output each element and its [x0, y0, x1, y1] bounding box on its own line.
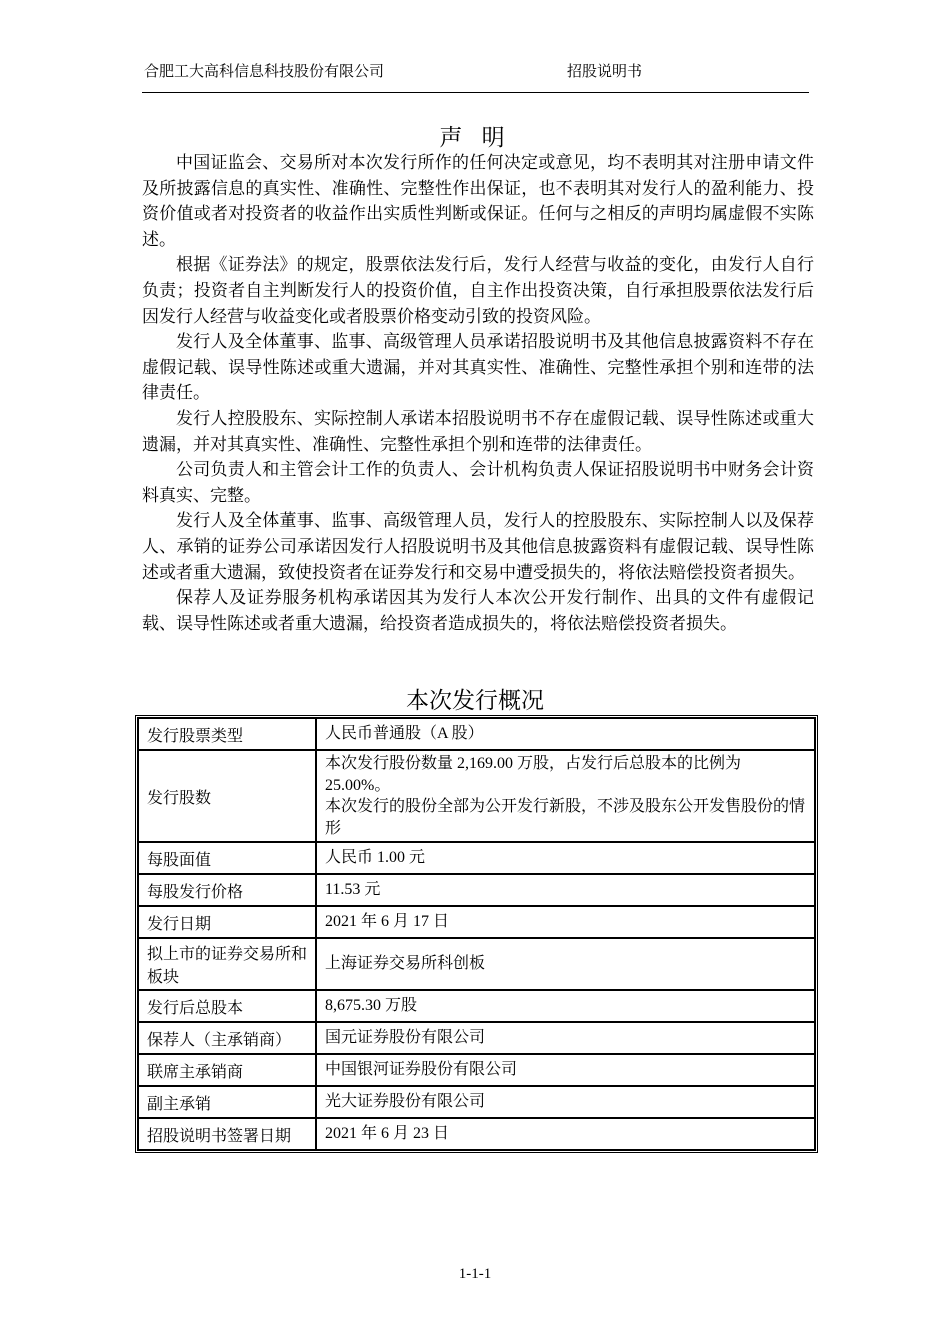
row-value: 2021 年 6 月 23 日: [316, 1118, 815, 1150]
table-row: [138, 1118, 815, 1150]
share-source-text: 本次发行的股份全部为公开发行新股，不涉及股东公开发售股份的情形: [325, 798, 806, 837]
row-value: [316, 750, 815, 842]
table-row: [138, 906, 815, 938]
declaration-paragraph: 公司负责人和主管会计工作的负责人、会计机构负责人保证招股说明书中财务会计资料真实、完整。: [142, 460, 814, 506]
overview-title: 本次发行概况: [406, 688, 544, 714]
row-label: 每股发行价格: [138, 874, 316, 906]
declaration-paragraph: 发行人及全体董事、监事、高级管理人员承诺招股说明书及其他信息披露资料不存在虚假记载、误导性陈述或重大遗漏，并对其真实性、准确性、完整性承担个别和连带的法律责任。: [142, 332, 814, 404]
row-label: 发行股数: [138, 750, 316, 842]
row-label: 联席主承销商: [138, 1054, 316, 1086]
declaration-paragraph: 发行人及全体董事、监事、高级管理人员，发行人的控股股东、实际控制人以及保荐人、承销的证券公司承诺因发行人招股说明书及其他信息披露资料有虚假记载、误导性陈述或者重大遗漏，致使投资者在证券发行和交易中遭受损失的，将依法赔偿投资者损失。: [142, 511, 814, 583]
declaration-title: 声 明: [439, 125, 511, 151]
table-row: [138, 1086, 815, 1118]
row-value: 光大证券股份有限公司: [316, 1086, 815, 1118]
row-label: 发行日期: [138, 906, 316, 938]
row-label: 发行股票类型: [138, 718, 316, 750]
table-row: [138, 938, 815, 990]
row-value: 11.53 元: [316, 874, 815, 906]
declaration-body: [142, 151, 814, 637]
row-value: 人民币 1.00 元: [316, 842, 815, 874]
table-row: [138, 1022, 815, 1054]
offering-overview-table: [135, 715, 818, 1153]
row-label: 每股面值: [138, 842, 316, 874]
table-row: [138, 842, 815, 874]
declaration-paragraph: 中国证监会、交易所对本次发行所作的任何决定或意见，均不表明其对注册申请文件及所披露信息的真实性、准确性、完整性作出保证，也不表明其对发行人的盈利能力、投资价值或者对投资者的收益作出实质性判断或保证。任何与之相反的声明均属虚假不实陈述。: [142, 153, 814, 250]
table-row: [138, 990, 815, 1022]
row-value: 2021 年 6 月 17 日: [316, 906, 815, 938]
row-label: 保荐人（主承销商）: [138, 1022, 316, 1054]
row-label: 拟上市的证券交易所和板块: [138, 938, 316, 990]
row-value: 人民币普通股（A 股）: [316, 718, 815, 750]
table-row: [138, 1054, 815, 1086]
table-row: [138, 750, 815, 842]
declaration-paragraph: 根据《证券法》的规定，股票依法发行后，发行人经营与收益的变化，由发行人自行负责；投资者自主判断发行人的投资价值，自主作出投资决策，自行承担股票依法发行后因发行人经营与收益变化或者股票价格变动引致的投资风险。: [142, 255, 814, 327]
row-value: 上海证券交易所科创板: [316, 938, 815, 990]
row-value: 8,675.30 万股: [316, 990, 815, 1022]
declaration-paragraph: 保荐人及证券服务机构承诺因其为发行人本次公开发行制作、出具的文件有虚假记载、误导性陈述或者重大遗漏，给投资者造成损失的，将依法赔偿投资者损失。: [142, 588, 814, 634]
row-value: 国元证券股份有限公司: [316, 1022, 815, 1054]
declaration-paragraph: 发行人控股股东、实际控制人承诺本招股说明书不存在虚假记载、误导性陈述或重大遗漏，并对其真实性、准确性、完整性承担个别和连带的法律责任。: [142, 408, 814, 455]
row-label: 招股说明书签署日期: [138, 1118, 316, 1150]
page-number: 1-1-1: [458, 1266, 492, 1282]
table-row: [138, 874, 815, 906]
header-document-type: 招股说明书: [567, 62, 643, 80]
row-value: 中国银河证券股份有限公司: [316, 1054, 815, 1086]
row-label: 副主承销: [138, 1086, 316, 1118]
share-count-text: 本次发行股份数量 2,169.00 万股，占发行后总股本的比例为 25.00%。: [325, 755, 742, 794]
page-header: [142, 58, 809, 93]
table-row: [138, 718, 815, 750]
row-label: 发行后总股本: [138, 990, 316, 1022]
header-company-name: 合肥工大高科信息科技股份有限公司: [144, 62, 385, 80]
